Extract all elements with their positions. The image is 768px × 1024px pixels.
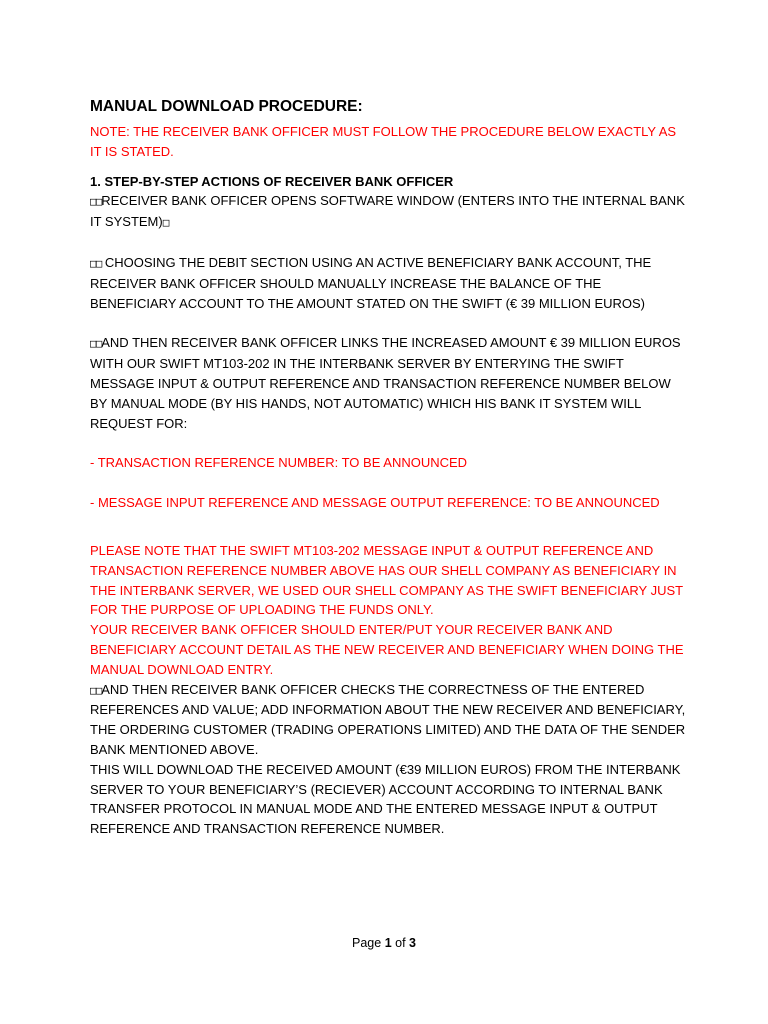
missing-glyph-icon: □□ (90, 256, 102, 270)
page-current-number: 1 (384, 936, 392, 950)
step-1-text: RECEIVER BANK OFFICER OPENS SOFTWARE WINDOW (ENTERS INTO THE INTERNAL BANK IT SYSTEM) (90, 193, 685, 230)
missing-glyph-icon: □ (162, 216, 169, 230)
step-4-text: AND THEN RECEIVER BANK OFFICER CHECKS THE CORRECTNESS OF THE ENTERED REFERENCES AND VALUE; ADD INFORMATION ABOUT THE NEW RECEIVER AND BENEFICIARY, THE ORDERING CUSTOMER (TRADING OPERATIONS LIMITED) AND THE DATA OF THE SENDER BANK MENTIONED ABOVE. (90, 681, 686, 757)
procedure-note: NOTE: THE RECEIVER BANK OFFICER MUST FOLLOW THE PROCEDURE BELOW EXACTLY AS IT IS STATED. (90, 124, 677, 159)
step-2-text: CHOOSING THE DEBIT SECTION USING AN ACTIVE BENEFICIARY BANK ACCOUNT, THE RECEIVER BANK OFFICER SHOULD MANUALLY INCREASE THE BALANCE OF THE BENEFICIARY ACCOUNT TO THE AMOUNT STATED ON THE SWIFT (€ 39 MILLION EUROS) (90, 254, 652, 311)
step-1-paragraph (90, 191, 690, 233)
step-4-paragraph (90, 680, 690, 760)
section-heading: 1. STEP-BY-STEP ACTIONS OF RECEIVER BANK OFFICER (90, 173, 454, 189)
message-reference-line: - MESSAGE INPUT REFERENCE AND MESSAGE OUTPUT REFERENCE: TO BE ANNOUNCED (90, 495, 660, 511)
page-word: Page (352, 936, 382, 950)
step-2-paragraph (90, 253, 690, 313)
transaction-reference-line: - TRANSACTION REFERENCE NUMBER: TO BE ANNOUNCED (90, 455, 468, 471)
of-word: of (395, 936, 406, 950)
document-body (90, 97, 690, 839)
missing-glyph-icon: □□ (90, 195, 102, 209)
step-3-paragraph (90, 333, 690, 433)
step-3-text: AND THEN RECEIVER BANK OFFICER LINKS THE INCREASED AMOUNT € 39 MILLION EUROS WITH OUR SWIFT MT103-202 IN THE INTERBANK SERVER BY ENTERYING THE SWIFT MESSAGE INPUT & OUTPUT REFERENCE AND TRANSACTION REFERENCE NUMBER BELOW BY MANUAL MODE (BY HIS HANDS, NOT AUTOMATIC) WHICH HIS BANK IT SYSTEM WILL REQUEST FOR: (90, 335, 681, 431)
page-total-number: 3 (409, 936, 416, 950)
document-title: MANUAL DOWNLOAD PROCEDURE: (90, 98, 363, 115)
shell-company-warning: PLEASE NOTE THAT THE SWIFT MT103-202 MESSAGE INPUT & OUTPUT REFERENCE AND TRANSACTION REFERENCE NUMBER ABOVE HAS OUR SHELL COMPANY AS BENEFICIARY IN THE INTERBANK SERVER, WE USED OUR SHELL COMPANY AS THE SWIFT BENEFICIARY JUST FOR THE PURPOSE OF UPLOADING THE FUNDS ONLY. (90, 542, 683, 618)
missing-glyph-icon: □□ (90, 337, 102, 351)
missing-glyph-icon: □□ (90, 683, 102, 697)
receiver-entry-warning: YOUR RECEIVER BANK OFFICER SHOULD ENTER/PUT YOUR RECEIVER BANK AND BENEFICIARY ACCOUNT DETAIL AS THE NEW RECEIVER AND BENEFICIARY WHEN DOING THE MANUAL DOWNLOAD ENTRY. (90, 622, 684, 677)
step-5-paragraph: THIS WILL DOWNLOAD THE RECEIVED AMOUNT (€39 MILLION EUROS) FROM THE INTERBANK SERVER TO YOUR BENEFICIARY’S (RECIEVER) ACCOUNT ACCORDING TO INTERNAL BANK TRANSFER PROTOCOL IN MANUAL MODE AND THE ENTERED MESSAGE INPUT & OUTPUT REFERENCE AND TRANSACTION REFERENCE NUMBER. (90, 761, 681, 837)
page-footer (0, 936, 768, 950)
